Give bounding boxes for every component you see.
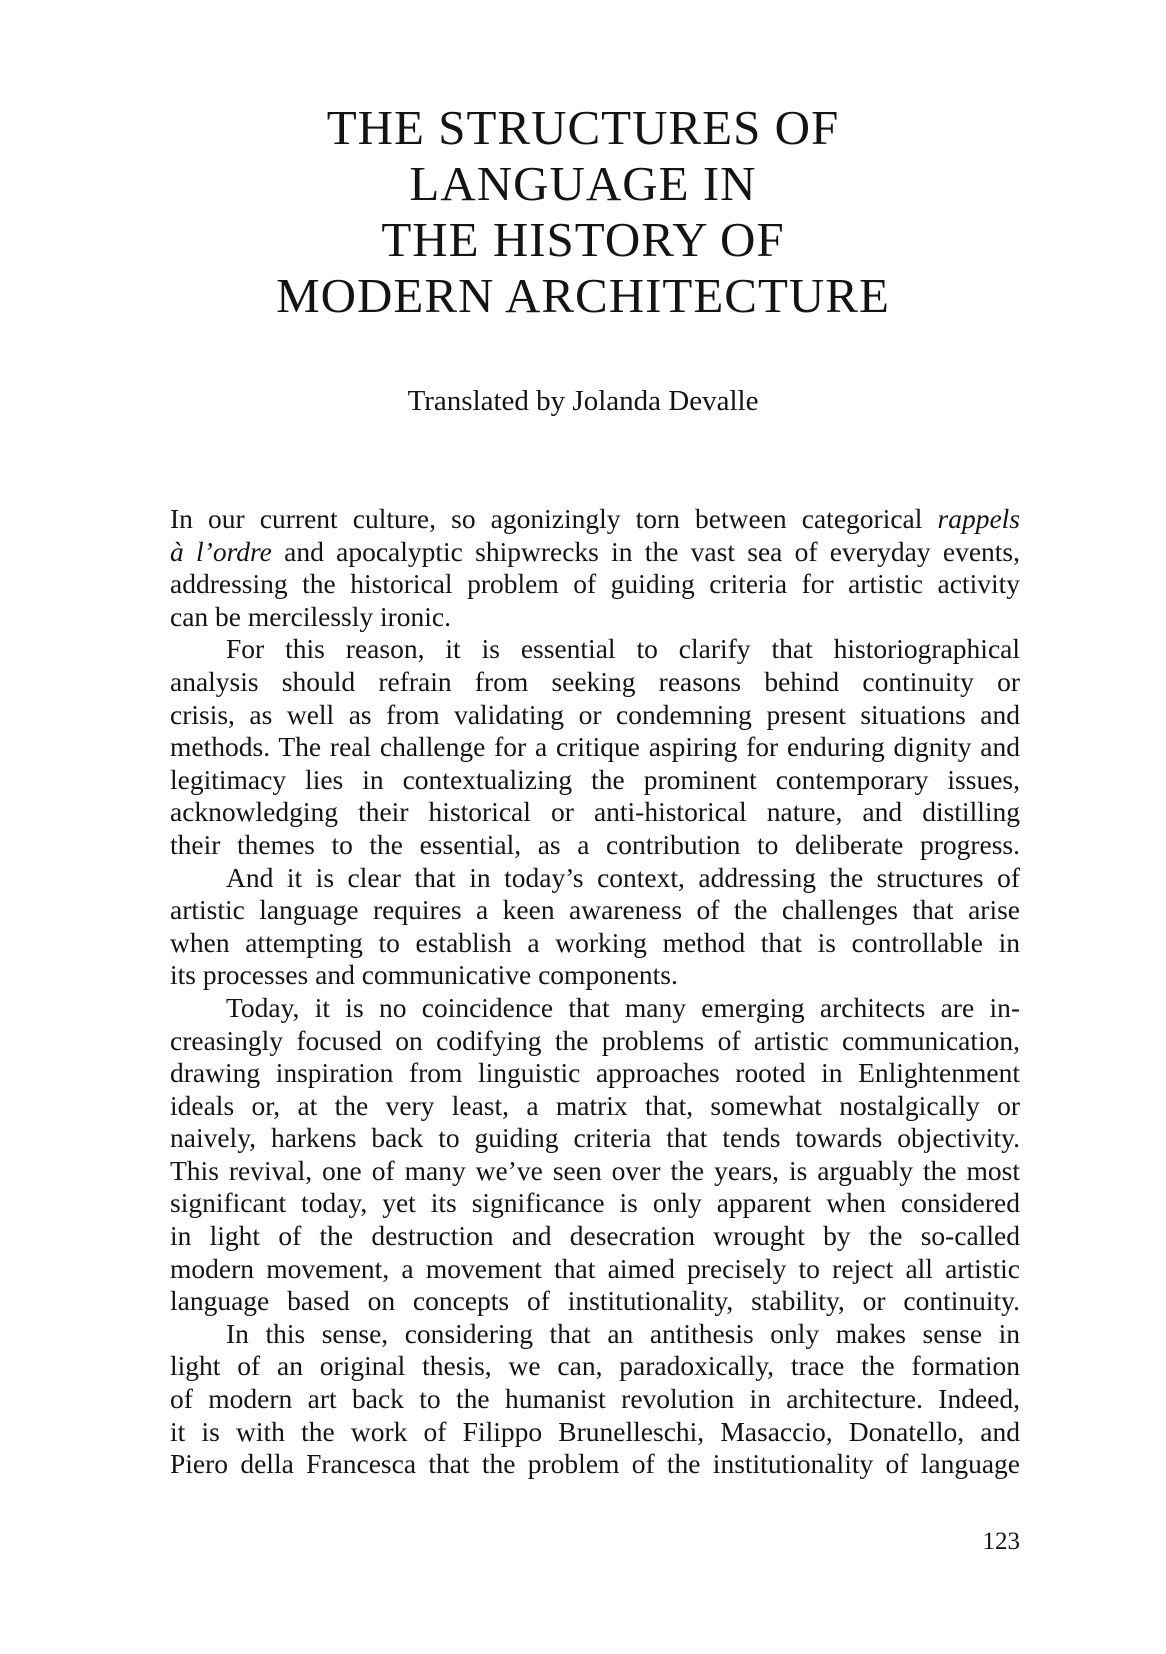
translator-credit: Translated by Jolanda Devalle (407, 385, 759, 417)
text-line: its processes and communicative components. (170, 959, 678, 991)
text-line (170, 503, 1020, 536)
page-number: 123 (982, 1528, 1020, 1555)
text-line: analysis should refrain from seeking reasons behind continuity or (170, 665, 1020, 697)
text-line: significant today, yet its significance is only apparent when considered (170, 1187, 1020, 1219)
text-line: acknowledging their historical or anti-historical nature, and distilling (170, 796, 1020, 828)
text-run: In our current culture, so agonizingly torn between categorical (170, 503, 938, 534)
text-line: And it is clear that in today’s context, addressing the structures of (226, 861, 1020, 893)
text-line: This revival, one of many we’ve seen over the years, is arguably the most (170, 1154, 1020, 1186)
text-line: modern movement, a movement that aimed precisely to reject all artistic (170, 1252, 1020, 1284)
text-line: artistic language requires a keen awareness of the challenges that arise (170, 894, 1020, 926)
title-line-1: THE STRUCTURES OF (326, 100, 840, 155)
text-line: Piero della Francesca that the problem of the institutionality of language (170, 1448, 1020, 1480)
text-line: For this reason, it is essential to clarify that historiographical (226, 633, 1020, 665)
text-line: it is with the work of Filippo Brunelleschi, Masaccio, Donatello, and (170, 1415, 1020, 1447)
text-line: methods. The real challenge for a critique aspiring for enduring dignity and (170, 731, 1020, 763)
text-line: addressing the historical problem of guiding criteria for artistic activity (170, 568, 1020, 600)
text-line: ideals or, at the very least, a matrix that, somewhat nostalgically or (170, 1089, 1020, 1121)
title-line-3: THE HISTORY OF (381, 212, 785, 267)
text-line (170, 536, 1020, 569)
text-line: legitimacy lies in contextualizing the prominent contemporary issues, (170, 763, 1020, 795)
italic-term: rappels (937, 503, 1020, 534)
text-line: in light of the destruction and desecration wrought by the so-called (170, 1220, 1020, 1252)
text-line: their themes to the essential, as a contribution to deliberate progress. (170, 828, 1020, 860)
text-line: of modern art back to the humanist revolution in architecture. Indeed, (170, 1383, 1020, 1415)
body-text (170, 503, 1020, 1481)
text-line: Today, it is no coincidence that many emerging architects are in- (226, 991, 1020, 1023)
title-line-2: LANGUAGE IN (409, 156, 757, 211)
text-line: can be mercilessly ironic. (170, 600, 452, 632)
text-line: crisis, as well as from validating or condemning present situations and (170, 698, 1020, 730)
title-line-4: MODERN ARCHITECTURE (276, 268, 890, 323)
text-line: when attempting to establish a working method that is controllable in (170, 926, 1020, 958)
text-line: In this sense, considering that an antithesis only makes sense in (226, 1317, 1020, 1349)
text-line: naively, harkens back to guiding criteria that tends towards objectivity. (170, 1122, 1020, 1154)
chapter-title (0, 100, 1166, 324)
text-line: light of an original thesis, we can, paradoxically, trace the formation (170, 1350, 1020, 1382)
italic-term: à l’ordre (170, 535, 272, 567)
text-run: and apocalyptic shipwrecks in the vast sea of everyday events, (271, 535, 1020, 567)
text-line: drawing inspiration from linguistic approaches rooted in Enlightenment (170, 1057, 1020, 1089)
text-line: creasingly focused on codifying the problems of artistic communication, (170, 1024, 1020, 1056)
text-line: language based on concepts of institutionality, stability, or continuity. (170, 1285, 1020, 1317)
